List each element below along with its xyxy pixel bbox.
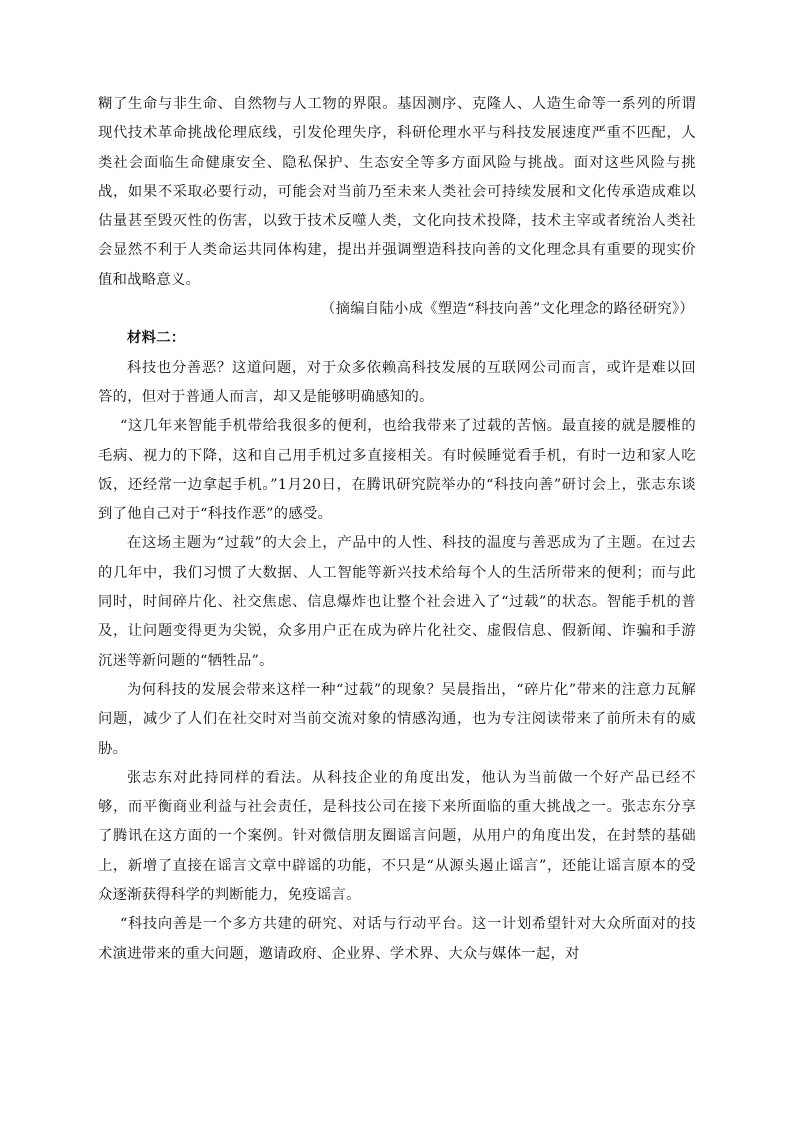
section-heading: 材料二： <box>127 330 186 347</box>
continuation-paragraph: 糊了生命与非生命、自然物与人工物的界限。基因测序、克隆人、人造生命等一系列的所谓现代技术革命挑战伦理底线，引发伦理失序，科研伦理水平与科技发展速度严重不匹配，人类社会面临生命健康安全、隐私保护、生态安全等多方面风险与挑战。面对这些风险与挑战，如果不采取必要行动，可能会对当前乃至未来人类社会可持续发展和文化传承造成难以估量甚至毁灭性的伤害，以致于技术反噬人类，文化向技术投降，技术主宰或者统治人类社会显然不利于人类命运共同体构建，提出并强调塑造科技向善的文化理念具有重要的现实价值和战略意义。 <box>98 96 696 288</box>
body-paragraph: 在这场主题为“过载”的大会上，产品中的人性、科技的温度与善恶成为了主题。在过去的几年中，我们习惯了大数据、人工智能等新兴技术给每个人的生活所带来的便利；而与此同时，时间碎片化、社交焦虑、信息爆炸也让整个社会进入了“过载”的状态。智能手机的普及，让问题变得更为尖锐，众多用户正在成为碎片化社交、虚假信息、假新闻、诈骗和手游沉迷等新问题的“牺牲品”。 <box>98 535 696 669</box>
body-paragraph: 张志东对此持同样的看法。从科技企业的角度出发，他认为当前做一个好产品已经不够，而平衡商业利益与社会责任，是科技公司在接下来所面临的重大挑战之一。张志东分享了腾讯在这方面的一个案例。针对微信朋友圈谣言问题，从用户的角度出发，在封禁的基础上，新增了直接在谣言文章中辟谣的功能，不只是“从源头遏止谣言”，还能让谣言原本的受众逐渐获得科学的判断能力，免疫谣言。 <box>98 769 696 904</box>
body-paragraph: 科技也分善恶？这道问题，对于众多依赖高科技发展的互联网公司而言，或许是难以回答的，但对于普通人而言，却又是能够明确感知的。 <box>98 359 696 405</box>
body-paragraph: “这几年来智能手机带给我很多的便利，也给我带来了过载的苦恼。最直接的就是腰椎的毛病、视力的下降，这和自己用手机过多直接相关。有时候睡觉看手机，有时一边和家人吃饭，还经常一边拿起手机。”1月20日，在腾讯研究院举办的“科技向善”研讨会上，张志东谈到了他自己对于“科技作恶”的感受。 <box>98 418 696 523</box>
document-body <box>98 90 696 969</box>
body-paragraph: 为何科技的发展会带来这样一种“过载”的现象？吴晨指出，“碎片化”带来的注意力瓦解问题，减少了人们在社交时对当前交流对象的情感沟通，也为专注阅读带来了前所未有的威胁。 <box>98 681 696 757</box>
source-citation: （摘编自陆小成《塑造“科技向善”文化理念的路径研究》） <box>321 301 694 318</box>
body-paragraph: “科技向善是一个多方共建的研究、对话与行动平台。这一计划希望针对大众所面对的技术演进带来的重大问题，邀请政府、企业界、学术界、大众与媒体一起，对 <box>98 916 696 962</box>
